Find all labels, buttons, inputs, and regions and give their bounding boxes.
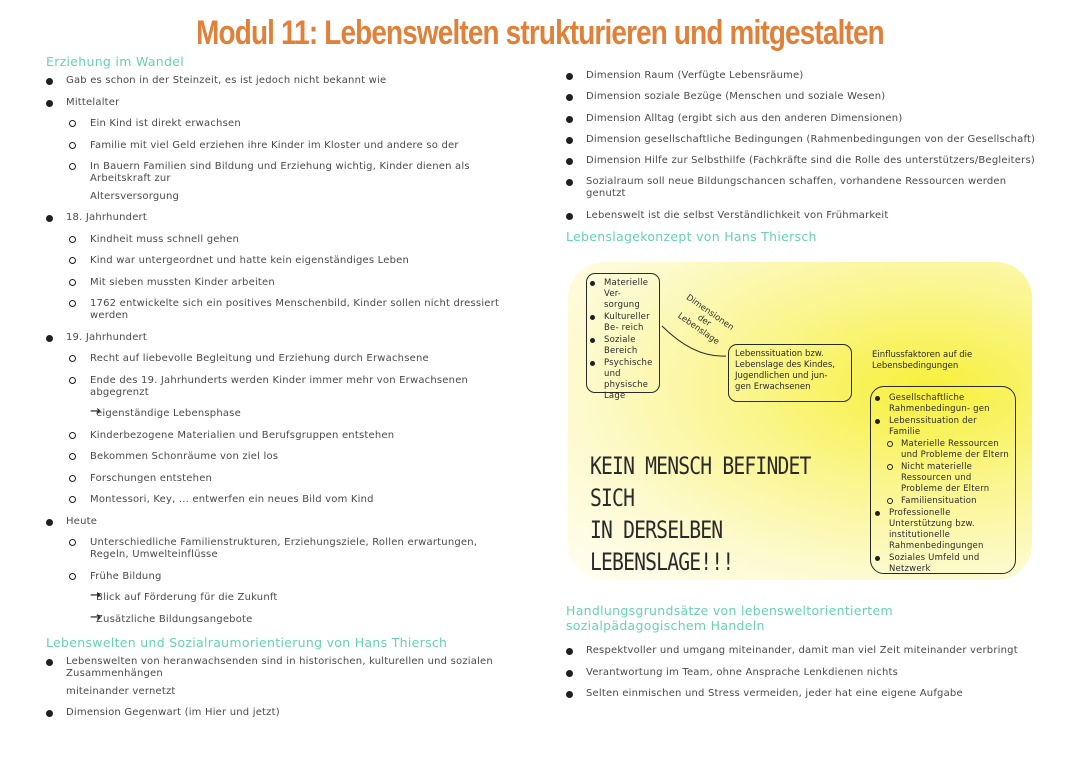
list-item: Altersversorgung [90,190,180,202]
list-item: Dimension Gegenwart (im Hier und jetzt) [46,707,516,719]
list-item: → Blick auf Förderung für die Zukunft [46,592,516,604]
list-item: miteinander vernetzt [66,685,176,697]
list-item: Recht auf liebevolle Begleitung und Erziehung durch Erwachsene [46,353,516,365]
list-item: Frühe Bildung [46,571,516,583]
dimension-item: Psychische und physische Lage [590,358,656,402]
lebenssituation-box: Lebenssituation bzw. Lebenslage des Kindes, Jugendlichen und jun- gen Erwachsenen [728,344,852,402]
list-item: Familiensituation [875,496,1011,507]
list-item: In Bauern Familien sind Bildung und Erziehung wichtig, Kinder dienen als Arbeitskraft zur [46,161,516,185]
list-item: Nicht materielle Ressourcen und Probleme der Eltern [875,462,1011,495]
erziehung-list [46,75,516,626]
list-item: Kinderbezogene Materialien und Berufsgruppen entstehen [46,430,516,442]
list-item: Soziales Umfeld und Netzwerk [875,553,1011,575]
list-item: Forschungen entstehen [46,473,516,485]
dimensions-label: Dimensionen der Lebenslage [675,292,736,348]
big-statement-line-2: IN DERSELBEN LEBENSLAGE!!! [590,516,734,576]
list-item: Dimension Raum (Verfügte Lebensräume) [566,70,1036,82]
dimension-item: Soziale Bereich [590,335,656,357]
list-item: 18. Jahrhundert [46,212,516,224]
dimension-item: Materielle Ver- sorgung [590,278,656,311]
list-item: Dimension soziale Bezüge (Menschen und soziale Wesen) [566,91,1036,103]
list-item: Bekommen Schonräume von ziel los [46,451,516,463]
list-item: Unterschiedliche Familienstrukturen, Erziehungsziele, Rollen erwartungen, Regeln, Umwelteinflüsse [46,537,516,561]
list-item: Montessori, Key, ... entwerfen ein neues Bild vom Kind [46,494,516,506]
dimensions-list [566,70,1036,222]
handlungsgrundsaetze-section [566,601,1036,710]
heading-lebenslagekonzept: Lebenslagekonzept von Hans Thiersch [566,229,817,245]
list-item: Materielle Ressourcen und Probleme der Eltern [875,439,1011,461]
list-item: Dimension Alltag (ergibt sich aus den anderen Dimensionen) [566,113,1036,125]
big-statement-line-1: KEIN MENSCH BEFINDET SICH [590,452,811,512]
list-item: Gesellschaftliche Rahmenbedingun- gen [875,393,1011,415]
lebenswelten-list [46,656,516,719]
list-item: Dimension gesellschaftliche Bedingungen (Rahmenbedingungen von der Gesellschaft) [566,134,1036,146]
list-item: Dimension Hilfe zur Selbsthilfe (Fachkräfte sind die Rolle des unterstützers/Begleiters) [566,155,1036,167]
list-item: Ende des 19. Jahrhunderts werden Kinder immer mehr von Erwachsenen abgegrenzt [46,375,516,399]
list-item: Kindheit muss schnell gehen [46,234,516,246]
connector-arrow [660,322,730,362]
dimension-box [586,273,660,401]
heading-lebenswelten: Lebenswelten und Sozialraumorientierung von Hans Thiersch [46,635,448,650]
right-column [566,70,1036,250]
list-item: Mittelalter [46,97,516,109]
left-column [46,52,516,729]
list-item: 19. Jahrhundert [46,332,516,344]
einflussfaktoren-list [875,393,1011,575]
handlungsgrundsaetze-list [566,645,1036,700]
list-item: Respektvoller und umgang miteinander, damit man viel Zeit miteinander verbringt [566,645,1036,657]
einflussfaktoren-label: Einflussfaktoren auf die Lebensbedingungen [872,350,973,371]
einflussfaktoren-box [870,386,1016,574]
list-item: Gab es schon in der Steinzeit, es ist jedoch nicht bekannt wie [46,75,516,87]
list-item: 1762 entwickelte sich ein positives Menschenbild, Kinder sollen nicht dressiert werden [46,298,516,322]
list-item: Lebenswelten von heranwachsenden sind in historischen, kulturellen und sozialen Zusammenhängen [46,656,516,680]
list-item: Lebenswelt ist die selbst Verständlichkeit von Frühmarkeit [566,210,1036,222]
list-item: Kind war untergeordnet und hatte kein eigenständiges Leben [46,255,516,267]
heading-handlungsgrundsaetze: Handlungsgrundsätze von lebensweltorientiertem sozialpädagogischem Handeln [566,603,893,633]
list-item: → eigenständige Lebensphase [46,408,516,420]
list-item: Heute [46,516,516,528]
list-item: Ein Kind ist direkt erwachsen [46,118,516,130]
dimension-item: Kultureller Be- reich [590,312,656,334]
list-item: Mit sieben mussten Kinder arbeiten [46,277,516,289]
list-item: Familie mit viel Geld erziehen ihre Kinder im Kloster und andere so der [46,140,516,152]
list-item: Verantwortung im Team, ohne Ansprache Lenkdienen nichts [566,667,1036,679]
lebenslage-diagram [568,262,1032,580]
list-item: Professionelle Unterstützung bzw. institutionelle Rahmenbedingungen [875,508,1011,552]
heading-erziehung-im-wandel: Erziehung im Wandel [46,54,184,69]
dimension-list [590,278,656,402]
list-item: Lebenssituation der Familie [875,416,1011,438]
list-item: → Zusätzliche Bildungsangebote [46,614,516,626]
list-item: Selten einmischen und Stress vermeiden, jeder hat eine eigene Aufgabe [566,688,1036,700]
big-statement [590,450,811,578]
list-item: Sozialraum soll neue Bildungschancen schaffen, vorhandene Ressourcen werden genutzt [566,176,1036,200]
page-title: Modul 11: Lebenswelten strukturieren und mitgestalten [196,14,884,52]
